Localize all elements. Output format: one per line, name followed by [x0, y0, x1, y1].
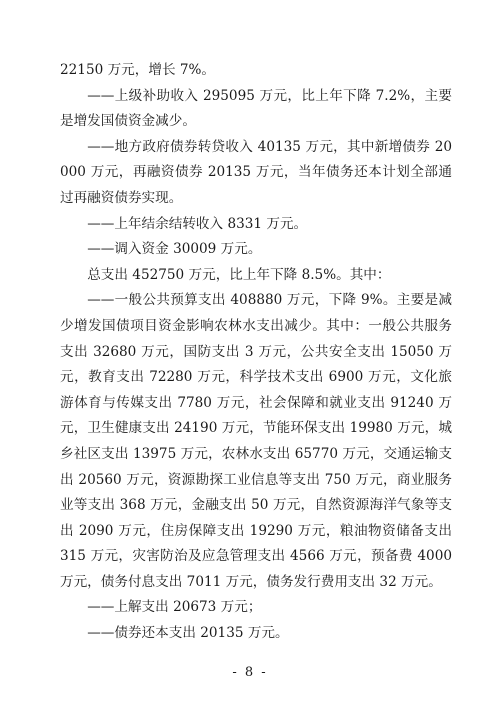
document-body: [60, 58, 452, 647]
page-number: - 8 -: [232, 665, 268, 680]
paragraph-local-government-bond-income: ——地方政府债券转贷收入 40135 万元，其中新增债券 20000 万元，再融资债券 20135 万元，当年债务还本计划全部通过再融资债券实现。: [60, 138, 452, 206]
paragraph-bond-principal-repayment: ——债券还本支出 20135 万元。: [87, 625, 289, 642]
paragraph-remittance-expenditure: ——上解支出 20673 万元；: [87, 599, 262, 616]
paragraph-superior-subsidy-income: ——上级补助收入 295095 万元，比上年下降 7.2%，主要是增发国债资金减少。: [60, 87, 452, 130]
paragraph-transferred-funds: ——调入资金 30009 万元。: [87, 241, 262, 258]
paragraph-general-public-budget-expenditure: ——一般公共预算支出 408880 万元，下降 9%。主要是减少增发国债项目资金影响农林水支出减少。其中：一般公共服务支出 32680 万元，国防支出 3 万元，公共安全支出 15050 万元，教育支出 72280 万元，科学技术支出 6900 万元，文化旅游体育与传媒支出 7780 万元，社会保障和就业支出 91240 万元，卫生健康支出 24190 万元，节能环保支出 19980 万元，城乡社区支出 13975 万元，农林水支出 65770 万元，交通运输支出 20560 万元，资源勘探工业信息等支出 750 万元，商业服务业等支出 368 万元，金融支出 50 万元，自然资源海洋气象等支出 2090 万元，住房保障支出 19290 万元，粮油物资储备支出 315 万元，灾害防治及应急管理支出 4566 万元，预备费 4000 万元，债务付息支出 7011 万元，债务发行费用支出 32 万元。: [60, 292, 452, 590]
paragraph-prior-year-balance-income: ——上年结余结转收入 8331 万元。: [87, 215, 308, 232]
paragraph-continued-growth: 22150 万元，增长 7%。: [60, 62, 216, 78]
paragraph-total-expenditure: 总支出 452750 万元，比上年下降 8.5%。其中：: [87, 266, 391, 283]
